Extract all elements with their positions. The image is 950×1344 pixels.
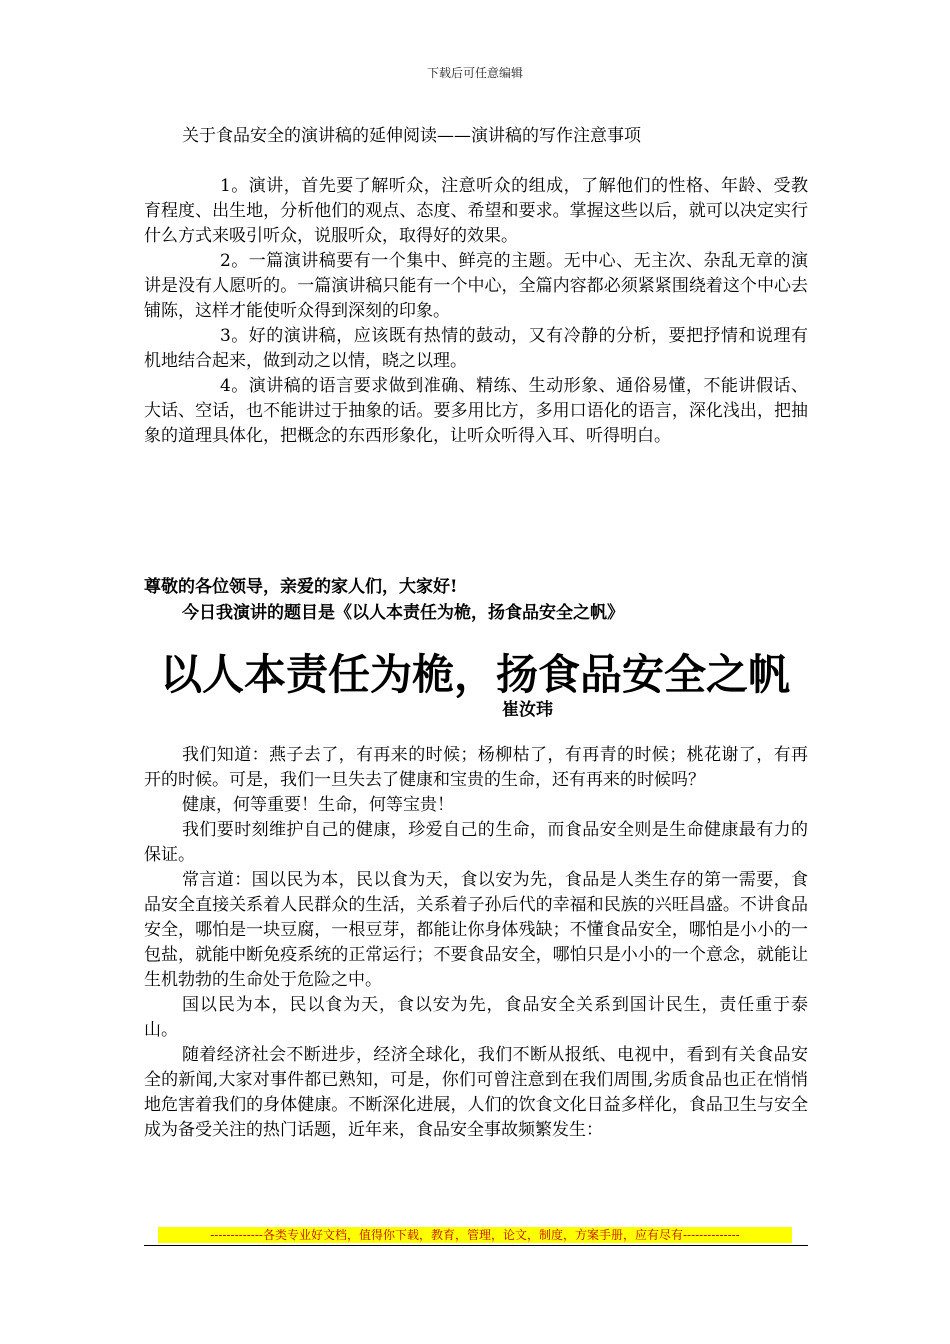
footer-banner: -------------各类专业好文档，值得你下载，教育，管理，论文，制度，方案手册，应有尽有--------------: [158, 1227, 792, 1243]
speech-paragraph: 健康，何等重要！生命，何等宝贵！: [182, 795, 454, 815]
speech-topic-line: 今日我演讲的题目是《以人本责任为桅，扬食品安全之帆》: [182, 603, 624, 623]
section-title: 关于食品安全的演讲稿的延伸阅读——演讲稿的写作注意事项: [182, 126, 641, 146]
speech-body: [144, 743, 808, 1143]
header-note: 下载后可任意编辑: [426, 66, 523, 80]
greeting-line: 尊敬的各位领导，亲爱的家人们，大家好!: [144, 577, 458, 597]
speech-paragraph: 我们知道：燕子去了，有再来的时候；杨柳枯了，有再青的时候；桃花谢了，有再开的时候。可是，我们一旦失去了健康和宝贵的生命，还有再来的时候吗？: [144, 745, 808, 790]
tip-paragraph: 2。一篇演讲稿要有一个集中、鲜亮的主题。无中心、无主次、杂乱无章的演讲是没有人愿听的。一篇演讲稿只能有一个中心，全篇内容都必须紧紧围绕着这个中心去铺陈，这样才能使听众得到深刻的印象。: [144, 251, 808, 321]
speech-paragraph: 常言道：国以民为本，民以食为天，食以安为先，食品是人类生存的第一需要，食品安全直接关系着人民群众的生活，关系着子孙后代的幸福和民族的兴旺昌盛。不讲食品安全，哪怕是一块豆腐，一根豆芽，都能让你身体残缺；不懂食品安全，哪怕是小小的一包盐，就能中断免疫系统的正常运行；不要食品安全，哪怕只是小小的一个意念，就能让生机勃勃的生命处于危险之中。: [144, 870, 808, 990]
main-title: 以人本责任为桅，扬食品安全之帆: [159, 650, 790, 699]
tip-paragraph: 1。演讲，首先要了解听众，注意听众的组成，了解他们的性格、年龄、受教育程度、出生地，分析他们的观点、态度、希望和要求。掌握这些以后，就可以决定实行什么方式来吸引听众，说服听众，取得好的效果。: [144, 176, 808, 246]
tip-paragraph: 3。好的演讲稿，应该既有热情的鼓动，又有冷静的分析，要把抒情和说理有机地结合起来，做到动之以情，晓之以理。: [144, 326, 808, 371]
speech-paragraph: 随着经济社会不断进步，经济全球化，我们不断从报纸、电视中，看到有关食品安全的新闻,大家对事件都已熟知，可是，你们可曾注意到在我们周围,劣质食品也正在悄悄地危害着我们的身体健康。不断深化进展，人们的饮食文化日益多样化，食品卫生与安全成为备受关注的热门话题，近年来，食品安全事故频繁发生：: [144, 1045, 808, 1140]
speech-paragraph: 我们要时刻维护自己的健康，珍爱自己的生命，而食品安全则是生命健康最有力的保证。: [144, 820, 808, 865]
writing-tips: [144, 174, 808, 449]
speech-paragraph: 国以民为本，民以食为天，食以安为先，食品安全关系到国计民生，责任重于泰山。: [144, 995, 808, 1040]
greeting: [144, 574, 808, 626]
author-name: 崔汝玮: [502, 700, 553, 720]
footer-divider: [144, 1245, 808, 1246]
tip-paragraph: 4。演讲稿的语言要求做到准确、精练、生动形象、通俗易懂，不能讲假话、大话、空话，也不能讲过于抽象的话。要多用比方，多用口语化的语言，深化浅出，把抽象的道理具体化，把概念的东西形象化，让听众听得入耳、听得明白。: [144, 376, 808, 446]
